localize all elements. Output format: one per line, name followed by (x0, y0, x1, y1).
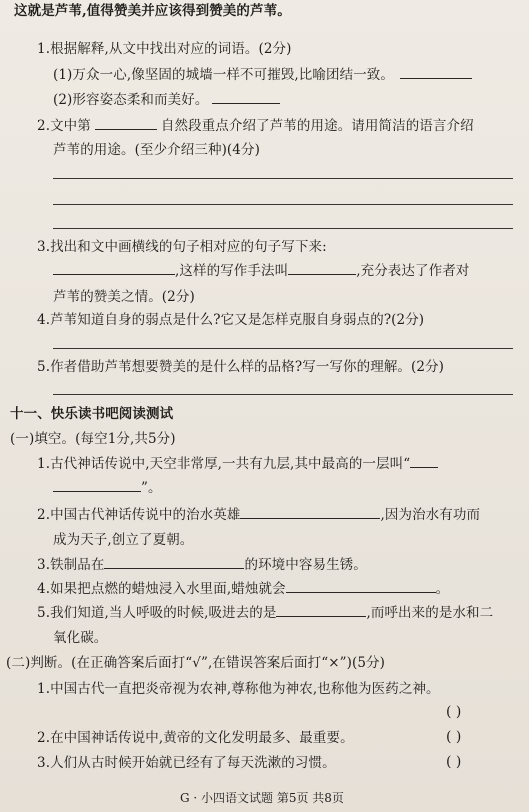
answer-line[interactable] (53, 348, 513, 349)
fill-2: 2.中国古代神话传说中的治水英雄 ,因为治水有功而 (37, 507, 481, 523)
judge-2-answer[interactable]: ( ) (446, 729, 462, 745)
fill-1: 1.古代神话传说中,天空非常厚,一共有九层,其中最高的一层叫“ (37, 455, 438, 473)
question-1: 1.根据解释,从文中找出对应的词语。(2分) (37, 41, 292, 57)
answer-blank[interactable] (53, 479, 141, 492)
answer-line[interactable] (53, 394, 513, 395)
question-1-2: (2)形容姿态柔和而美好。 (53, 91, 280, 109)
answer-blank[interactable] (53, 262, 175, 275)
answer-line[interactable] (53, 178, 513, 179)
answer-blank[interactable] (400, 66, 472, 79)
part-1-title: (一)填空。(每空1分,共5分) (10, 431, 176, 447)
answer-blank[interactable] (410, 455, 438, 468)
fill-1-line2: ”。 (53, 479, 162, 497)
question-3-line3: 芦苇的赞美之情。(2分) (53, 289, 195, 305)
answer-blank[interactable] (212, 91, 280, 104)
question-1-1: (1)万众一心,像坚固的城墙一样不可摧毁,比喻团结一致。 (53, 66, 472, 84)
question-4: 4.芦苇知道自身的弱点是什么?它又是怎样克服自身弱点的?(2分) (37, 312, 425, 328)
part-2-title: (二)判断。(在正确答案后面打“√”,在错误答案后面打“×”)(5分) (6, 655, 386, 671)
fill-5-line2: 氧化碳。 (53, 630, 108, 646)
judge-3: 3.人们从古时候开始就已经有了每天洗漱的习惯。 (37, 755, 336, 771)
intro-line: 这就是芦苇,值得赞美并应该得到赞美的芦苇。 (14, 3, 291, 19)
answer-blank[interactable] (95, 117, 157, 130)
fill-3: 3.铁制品在 的环境中容易生锈。 (37, 557, 367, 573)
page-footer: G · 小四语文试题 第5页 共8页 (180, 791, 344, 805)
question-3-line2: ,这样的写作手法叫 ,充分表达了作者对 (53, 262, 469, 280)
question-2: 2.文中第 自然段重点介绍了芦苇的用途。请用简洁的语言介绍 (37, 118, 474, 134)
answer-blank[interactable] (104, 556, 244, 569)
question-5: 5.作者借助芦苇想要赞美的是什么样的品格?写一写你的理解。(2分) (37, 359, 445, 375)
judge-2: 2.在中国神话传说中,黄帝的文化发明最多、最重要。 (37, 730, 354, 746)
judge-3-answer[interactable]: ( ) (446, 754, 462, 770)
fill-4: 4.如果把点燃的蜡烛浸入水里面,蜡烛就会 。 (37, 581, 450, 597)
answer-blank[interactable] (286, 580, 436, 593)
section-11-title: 十一、快乐读书吧阅读测试 (10, 406, 174, 422)
answer-line[interactable] (53, 204, 513, 205)
fill-5: 5.我们知道,当人呼吸的时候,吸进去的是 ,而呼出来的是水和二 (37, 605, 494, 621)
answer-blank[interactable] (276, 604, 366, 617)
answer-blank[interactable] (240, 506, 380, 519)
fill-2-line2: 成为天子,创立了夏朝。 (53, 532, 194, 548)
judge-1-answer[interactable]: ( ) (446, 704, 462, 720)
question-2-line2: 芦苇的用途。(至少介绍三种)(4分) (53, 142, 260, 158)
judge-1: 1.中国古代一直把炎帝视为农神,尊称他为神农,也称他为医药之神。 (37, 681, 440, 697)
answer-blank[interactable] (288, 262, 356, 275)
question-3: 3.找出和文中画横线的句子相对应的句子写下来: (37, 239, 327, 255)
answer-line[interactable] (53, 228, 513, 229)
